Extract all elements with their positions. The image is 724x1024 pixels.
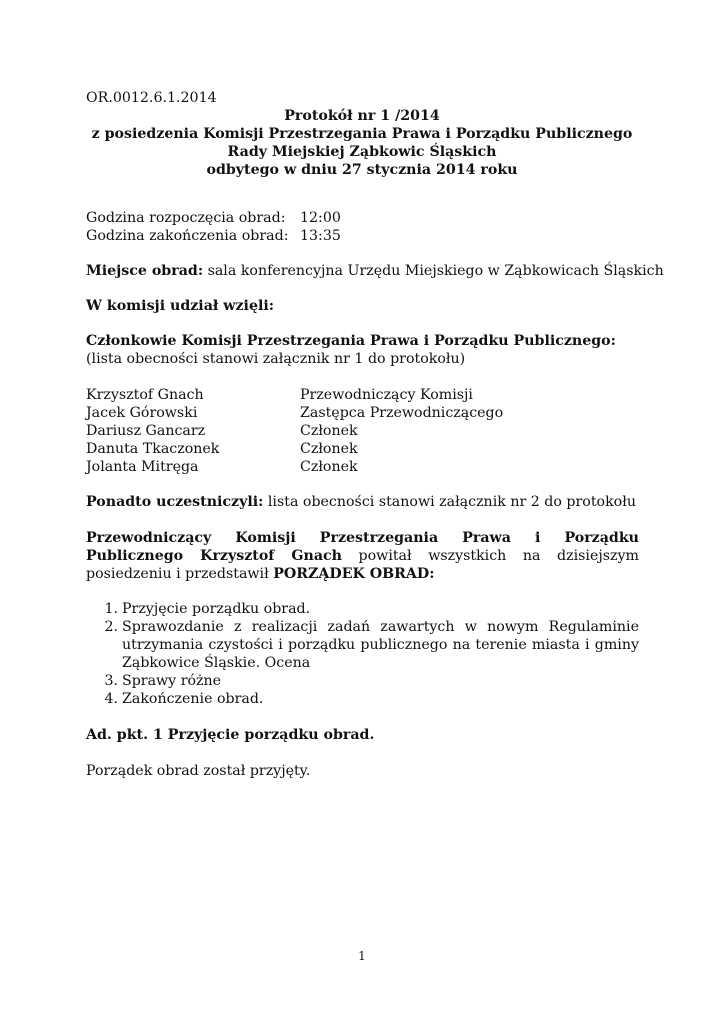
agenda-number: 1.: [104, 601, 118, 617]
intro-paragraph: [86, 529, 639, 583]
intro-agenda-label: PORZĄDEK OBRAD:: [273, 566, 435, 582]
agenda-number: 4.: [104, 691, 118, 707]
agenda-text: Przyjęcie porządku obrad.: [122, 601, 311, 617]
meeting-place: [86, 262, 664, 280]
member-name: Jolanta Mitręga: [86, 459, 199, 475]
agenda-text: Sprawy różne: [122, 673, 222, 689]
intro-bold: Przewodniczący Komisji Przestrzegania Prawa i Porządku Publicznego Krzysztof Gnach: [86, 530, 639, 564]
start-time-label: Godzina rozpoczęcia obrad:: [86, 210, 286, 226]
title-line-4: odbytego w dniu 27 stycznia 2014 roku: [206, 162, 518, 178]
agenda-item: [102, 600, 639, 618]
other-participants-text: lista obecności stanowi załącznik nr 2 do protokołu: [263, 494, 636, 510]
member-name: Krzysztof Gnach: [86, 387, 204, 403]
member-role: Przewodniczący Komisji: [300, 387, 473, 403]
participants-heading: W komisji udział wzięli:: [86, 298, 274, 314]
other-participants: [86, 493, 636, 511]
ad1-heading: Ad. pkt. 1 Przyjęcie porządku obrad.: [86, 727, 375, 743]
page-number: 1: [358, 949, 366, 963]
member-name: Danuta Tkaczonek: [86, 441, 220, 457]
meeting-place-text: sala konferencyjna Urzędu Miejskiego w Ząbkowicach Śląskich: [203, 263, 664, 279]
other-participants-label: Ponadto uczestniczyli:: [86, 494, 264, 510]
members-heading: Członkowie Komisji Przestrzegania Prawa i Porządku Publicznego:: [86, 333, 616, 349]
start-time-value: 12:00: [300, 210, 341, 226]
title-line-1: Protokół nr 1 /2014: [284, 108, 440, 124]
member-name: Jacek Górowski: [86, 405, 198, 421]
meeting-place-label: Miejsce obrad:: [86, 263, 204, 279]
member-role: Członek: [300, 459, 358, 475]
end-time-value: 13:35: [300, 228, 341, 244]
members-note: (lista obecności stanowi załącznik nr 1 do protokołu): [86, 351, 466, 367]
agenda-text: Sprawozdanie z realizacji zadań zawartych w nowym Regulaminie utrzymania czystości i porządku publicznego na terenie miasta i gminy Ząbkowice Śląskie. Ocena: [122, 619, 639, 671]
member-role: Zastępca Przewodniczącego: [300, 405, 504, 421]
intro-text: powitał wszystkich na dzisiejszym posiedzeniu i przedstawił: [86, 548, 639, 582]
ad1-text: Porządek obrad został przyjęty.: [86, 763, 311, 779]
member-role: Członek: [300, 441, 358, 457]
end-time-label: Godzina zakończenia obrad:: [86, 228, 289, 244]
document-reference: OR.0012.6.1.2014: [86, 90, 217, 106]
member-role: Członek: [300, 423, 358, 439]
agenda-number: 2.: [104, 619, 118, 635]
agenda-text: Zakończenie obrad.: [122, 691, 264, 707]
member-name: Dariusz Gancarz: [86, 423, 206, 439]
agenda-number: 3.: [104, 673, 118, 689]
agenda-item: [102, 690, 639, 708]
agenda-item: [102, 618, 639, 672]
title-line-2: z posiedzenia Komisji Przestrzegania Prawa i Porządku Publicznego: [91, 126, 633, 142]
title-line-3: Rady Miejskiej Ząbkowic Śląskich: [227, 144, 497, 160]
agenda-item: [102, 672, 639, 690]
